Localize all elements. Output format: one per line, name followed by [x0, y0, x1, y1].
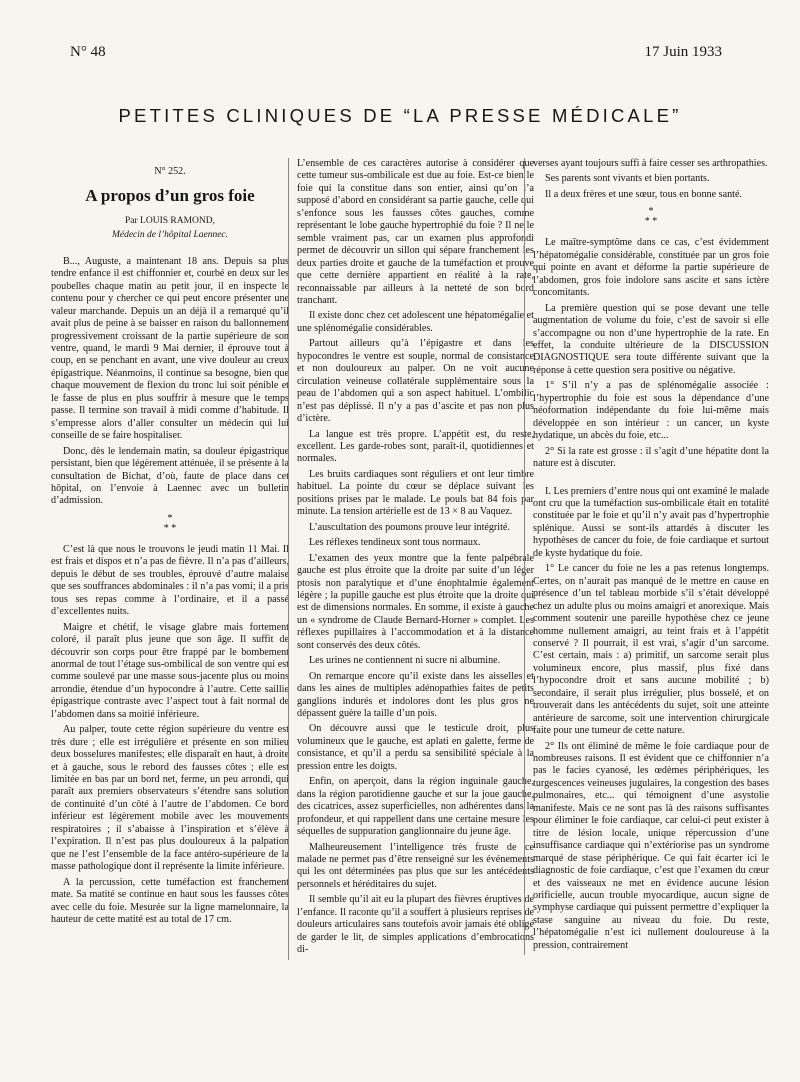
paragraph: La première question qui se pose devant une telle augmentation de volume du foie, c’est de savoir si elle s’accompagne ou non d’une hypertrophie de la rate. En effet, la conduite ultérieure de la DISCUSSION DIAGNOSTIQUE sera toute différente suivant que la réponse à cette question sera positive ou négative.	[533, 302, 769, 376]
author-affiliation: Médecin de l’hôpital Laennec.	[111, 230, 229, 241]
paragraph: Maigre et chétif, le visage glabre mais fortement coloré, il paraît plus jeune que son âge. Il suffit de découvrir son corps pour être frappé par le bombement anormal de tout l’étage sus-ombilical de son ventre qui est comme soulevé par une masse sous-jacente plus ou moins arrondie, étendue d’un hypocondre à l’autre. Cette saillie épigastrique contraste avec l’aspect tout à fait normal de l’abdomen dans sa moitié inférieure.	[51, 621, 289, 720]
paragraph: Au palper, toute cette région supérieure du ventre est très dure ; elle est irrégulière et présente en son milieu deux bosselures manifestes; elle disparaît en haut, à droite et à gauche, sous le rebord des fausses côtes ; elle est limitée en bas par un bord net, ferme, un peu arrondi, qui paraît aux premiers observateurs s’étendre sans solution de continuité d’un côté à l’autre de l’abdomen. Ce bord inférieur est légèrement mobile avec les mouvements respiratoires ; il s’abaisse à l’inspiration et s’élève à l’expiration. Il n’est pas plus douloureux à la palpation que ne l’est l’ensemble de la face antéro-supérieure de la masse pathologique dont il représente la limite inférieure.	[51, 724, 289, 873]
article-number: N° 252.	[154, 166, 186, 177]
paragraph: Partout ailleurs qu’à l’épigastre et dans les hypocondres le ventre est souple, normal de consistance et non douloureux au palper. On ne voit aucune circulation veineuse collatérale supplémentaire sous la peau de l’abdomen qui a son aspect habituel. L’ombilic n’est pas déplissé. Il n’y a pas d’ascite et pas non plus d’ictère.	[297, 338, 534, 425]
paragraph: C’est là que nous le trouvons le jeudi matin 11 Mai. Il est frais et dispos et n’a pas de fièvre. Il n’a pas d’ailleurs, depuis le début de ses troubles, éprouvé d’autre malaise que ses souffrances abdominales : il n’a pas vomi; il a pris tous ses repas comme à l’ordinaire, et il a passé d’excellentes nuits.	[51, 543, 289, 618]
paragraph: L’examen des yeux montre que la fente palpébrale gauche est plus étroite que la droite par suite d’un léger ptosis non paralytique et d’une énophtalmie également légère ; la pupille gauche est plus étroite que la droite qui est de dimensions normales. En somme, il existe à gauche un « syndrome de Claude Bernard-Horner » complet. Les réflexes pupillaires à l’accommodation et à la distance sont conservés des deux côtés.	[297, 552, 534, 651]
paragraph: 2° Ils ont éliminé de même le foie cardiaque pour de nombreuses raisons. Il est évident que ce chiffonnier n’a pas le facies cyanosé, les œdèmes périphériques, les turgescences veineuses jugulaires, la congestion des bases pulmonaires, etc... qui témoignent d’une asystolie manifeste. Mais ce ne sont pas là des raisons suffisantes pour éliminer le foie cardiaque, car celui-ci peut exister à titre de lésion locale, unique répercussion d’une insuffisance cardiaque qui n’extériorise pas un syndrome marqué de stase périphérique. Ce qui fait écarter ici le diagnostic de foie cardiaque, c’est que l’examen du cœur et des vaisseaux ne met en évidence aucune lésion orificielle, aucun trouble myocardique, aucun signe de symphyse cardiaque qui puissent permettre d’expliquer la stase sanguine au niveau du foie. Du reste, l’hépatomégalie n’est ici nullement douloureuse à la pression, contrairement	[533, 740, 769, 951]
issue-number: N° 48	[70, 44, 106, 60]
paragraph: Il semble qu’il ait eu la plupart des fièvres éruptives de l’enfance. Il raconte qu’il a souffert à plusieurs reprises de douleurs articulaires sans toutefois avoir jamais été obligé de garder le lit, de simples applications d’embrocations di-	[297, 894, 534, 956]
paragraph: Le maître-symptôme dans ce cas, c’est évidemment l’hépatomégalie considérable, constituée par un gros foie qui pointe en avant et déforme la partie supérieure de l’abdomen, gros foie indolore sans ascite et sans ictère concomitants.	[533, 237, 769, 299]
paragraph: Il existe donc chez cet adolescent une hépatomégalie et une splénomégalie considérables.	[297, 310, 534, 334]
paragraph: Malheureusement l’intelligence très fruste de ce malade ne permet pas d’être renseigné sur les événements qui les ont déterminées pas plus que sur les antécédents personnels et héréditaires du sujet.	[297, 841, 534, 890]
paragraph: A la percussion, cette tuméfaction est franchement mate. Sa matité se continue en haut sous les fausses côtes avec celle du foie. Mesurée sur la ligne mamelonnaire, la hauteur de cette matité est au total de 17 cm.	[51, 876, 289, 926]
article-byline: Par LOUIS RAMOND,	[125, 215, 215, 226]
paragraph: Enfin, on aperçoit, dans la région inguinale gauche, dans la région parotidienne gauche et sur la joue gauche, des cicatrices, assez superficielles, non adhérentes dans la profondeur, et qui rappellent dans une certaine mesure les séquelles de suppuration ganglionnaire du jeune âge.	[297, 776, 534, 838]
paragraph: B..., Auguste, a maintenant 18 ans. Depuis sa plus tendre enfance il est chiffonnier et, courbé en deux sur les poubelles chaque matin au petit jour, il en inspecte le contenu pour y chercher ce qui peut encore présenter une valeur marchande. Depuis un an déjà il a remarqué qu’il avait plus de peine à se baisser en raison du ballonnement progressivement croissant de la partie supérieure de son ventre, quand, le mardi 9 Mai dernier, il éprouve tout à coup, en se penchant en avant, une vive douleur au creux épigastrique. Néanmoins, il continue sa besogne, bien que chaque mouvement de flexion du tronc lui soit pénible et le fasse de plus en plus souffrir à mesure que le temps passe. Il termine son travail à midi comme d’habitude. Il s’empresse alors d’aller consulter un médecin qui lui conseille de se faire hospitaliser.	[51, 255, 289, 442]
journal-banner: PETITES CLINIQUES DE “LA PRESSE MÉDICALE”	[118, 105, 682, 126]
section-separator: * * *	[163, 512, 177, 534]
paragraph: Les urines ne contiennent ni sucre ni albumine.	[309, 655, 501, 667]
section-separator	[533, 474, 769, 484]
paragraph: L’auscultation des poumons prouve leur intégrité.	[309, 521, 510, 533]
paragraph: I. Les premiers d’entre nous qui ont examiné le malade ont cru que la tuméfaction sus-ombilicale était en totalité constituée par le foie et qu’il n’y avait pas d’hypertrophie splénique. Aussi se sont-ils attardés à discuter les hypothèses de cancer du foie, de foie cardiaque et surtout de kyste hydatique du foie.	[533, 485, 769, 559]
issue-date: 17 Juin 1933	[644, 44, 722, 60]
paragraph: Donc, dès le lendemain matin, sa douleur épigastrique persistant, bien que légèrement atténuée, il se présente à la consultation de Bichat, d’où, faute de place dans cet hôpital, on l’envoie à Laennec avec un bulletin d’admission.	[51, 445, 289, 507]
column-3	[524, 158, 769, 955]
paragraph: 2° Si la rate est grosse : il s’agit d’une hépatite dont la nature est à discuter.	[533, 445, 769, 470]
paragraph: Les réflexes tendineux sont tous normaux.	[309, 537, 481, 549]
paragraph: On découvre aussi que le testicule droit, plus volumineux que le gauche, est aplati en galette, ferme de consistance, et qu’il a perdu sa sensibilité spéciale à la pression entre les doigts.	[297, 723, 534, 772]
column-2	[288, 158, 534, 960]
paragraph: Ses parents sont vivants et bien portants.	[545, 173, 710, 185]
paragraph: Les bruits cardiaques sont réguliers et ont leur timbre habituel. La pointe du cœur se déplace suivant les positions prises par le malade. Le pouls bat 84 fois par minute. La tension artérielle est de 13 × 8 au Vaquez.	[297, 468, 534, 518]
paragraph: 1° Le cancer du foie ne les a pas retenus longtemps. Certes, on n’aurait pas manqué de le mettre en cause en présence d’un tel tableau morbide s’il s’était développé chez un adulte plus ou moins amaigri et anorexique. Mais comment soutenir une pareille hypothèse chez ce jeune homme nullement amaigri, au teint frais et à l’appétit conservé ? Il pourrait, il est vrai, s’agir d’un sarcome. C’est certain, mais : a) primitif, un sarcome serait plus volumineux encore, plus massif, plus fixé dans l’hypocondre droit et sans aucune mobilité ; b) secondaire, il serait plus irrégulier, plus bosselé, et on trouverait dans les antécédents du sujet, soit une atteinte antérieure de sarcome, soit une intervention chirurgicale faite pour une tumeur de cette nature.	[533, 563, 769, 737]
paragraph: Il a deux frères et une sœur, tous en bonne santé.	[545, 188, 742, 200]
column-1	[51, 158, 289, 929]
article-title: A propos d’un gros foie	[85, 186, 255, 206]
section-separator: * * *	[644, 206, 658, 228]
paragraph: verses ayant toujours suffi à faire cesser ses arthropathies.	[533, 158, 768, 169]
paragraph: La langue est très propre. L’appétit est, du reste, excellent. Les garde-robes sont, paraît-il, quotidiennes et normales.	[297, 428, 534, 465]
paragraph: On remarque encore qu’il existe dans les aisselles et dans les aines de multiples adénopathies faites de petits ganglions indurés et indolores dont les plus gros ne dépassent guère la taille d’un pois.	[297, 670, 534, 720]
paragraph: L’ensemble de ces caractères autorise à considérer que cette tumeur sus-ombilicale est due au foie. Est-ce bien le foie qui la constitue dans son entier, ainsi qu’on l’a supposé d’abord en considérant sa partie gauche, celle qui s’enfonce sous les fausses côtes gauches, comme représentant le lobe gauche hypertrophié du foie ? Il ne le semble vraiment pas, car un examen plus approfondi permet de découvrir un sillon qui sépare franchement les deux parties droite et gauche de la tuméfaction et prouve que cette dernière appartient en réalité à la rate, reconnaissable par ailleurs à la netteté de son bord tranchant.	[297, 158, 534, 306]
paragraph: 1° S’il n’y a pas de splénomégalie associée : l’hypertrophie du foie est sous la dépendance d’une néoformation indépendante du foie lui-même mais développée en son intérieur : un cancer, un kyste hydatique, un abcès du foie, etc...	[533, 380, 769, 442]
